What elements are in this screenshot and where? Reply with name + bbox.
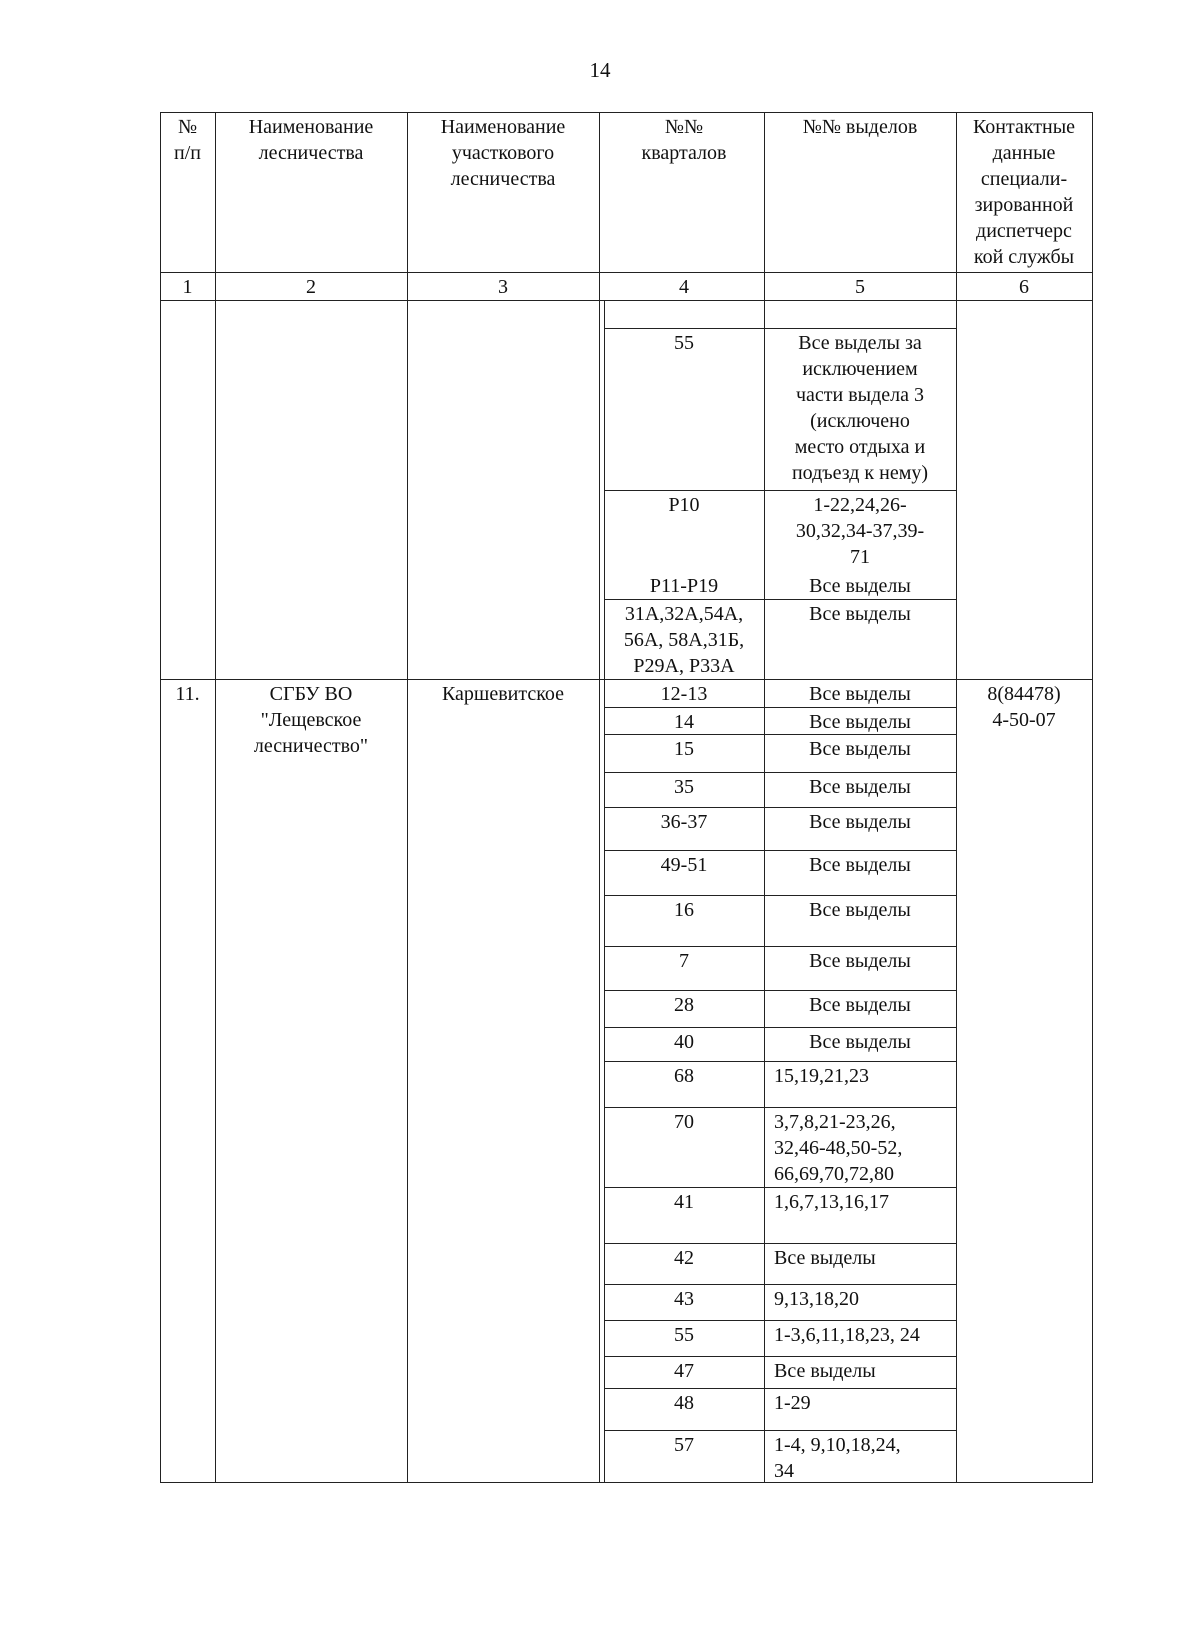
page-number: 14 xyxy=(589,58,611,82)
quarter-cell: 48 xyxy=(674,1392,694,1414)
plots-cell: Все выделы xyxy=(809,994,911,1016)
plots-cell: 1,6,7,13,16,17 xyxy=(774,1191,889,1213)
header-forestry: Наименование лесничества xyxy=(248,116,374,164)
header-district: Наименование участкового лесничества xyxy=(440,116,566,190)
entry-contact: 8(84478) 4-50-07 xyxy=(987,683,1061,731)
plots-cell: 1-3,6,11,18,23, 24 xyxy=(774,1324,920,1346)
quarter-cell: 42 xyxy=(674,1247,694,1269)
quarter-cell: 70 xyxy=(674,1111,694,1133)
quarter-cell: 57 xyxy=(674,1434,694,1456)
header-quarters: №№ кварталов xyxy=(641,116,727,164)
plots-cell: Все выделы xyxy=(809,1031,911,1053)
plots-cell: Все выделы xyxy=(809,738,911,760)
quarter-cell: Р10 xyxy=(668,494,700,516)
quarter-cell: 7 xyxy=(679,950,689,972)
quarter-cell: 43 xyxy=(674,1288,694,1310)
column-number: 5 xyxy=(855,276,865,298)
quarter-cell: 36-37 xyxy=(660,811,708,833)
quarter-cell: 14 xyxy=(674,711,694,733)
quarter-cell: 15 xyxy=(674,738,694,760)
column-number: 3 xyxy=(498,276,508,298)
entry-forestry: СГБУ ВО "Лещевское лесничество" xyxy=(253,683,369,757)
plots-cell: Все выделы xyxy=(809,811,911,833)
plots-cell: 3,7,8,21-23,26, 32,46-48,50-52, 66,69,70,72,80 xyxy=(774,1111,903,1185)
plots-cell: Все выделы xyxy=(809,711,911,733)
header-number: № п/п xyxy=(174,116,201,164)
quarter-cell: 55 xyxy=(674,332,694,354)
plots-cell: 9,13,18,20 xyxy=(774,1288,859,1310)
quarter-cell: 12-13 xyxy=(660,683,708,705)
column-number: 4 xyxy=(679,276,689,298)
plots-cell: Все выделы xyxy=(809,776,911,798)
header-contact: Контактные данные специали- зированной диспетчерс кой службы xyxy=(972,116,1076,268)
quarter-cell: 68 xyxy=(674,1065,694,1087)
quarter-cell: 35 xyxy=(674,776,694,798)
column-number: 6 xyxy=(1019,276,1029,298)
plots-cell: 1-22,24,26- 30,32,34-37,39- 71 xyxy=(795,494,925,568)
quarter-cell: 47 xyxy=(674,1360,694,1382)
quarter-cell: 16 xyxy=(674,899,694,921)
column-number: 2 xyxy=(306,276,316,298)
plots-cell: Все выделы xyxy=(809,899,911,921)
plots-cell: Все выделы xyxy=(809,854,911,876)
plots-cell: Все выделы xyxy=(809,683,911,705)
plots-cell: Все выделы xyxy=(774,1247,876,1269)
plots-cell: Все выделы xyxy=(809,575,911,597)
plots-cell: Все выделы за исключением части выдела 3 (исключено место отдыха и подъезд к нему) xyxy=(791,332,929,484)
plots-cell: 1-4, 9,10,18,24, 34 xyxy=(774,1434,901,1482)
quarter-cell: 28 xyxy=(674,994,694,1016)
plots-cell: Все выделы xyxy=(809,603,911,625)
quarter-cell: 55 xyxy=(674,1324,694,1346)
quarter-cell: Р11-Р19 xyxy=(649,575,719,597)
header-plots: №№ выделов xyxy=(802,116,918,138)
quarter-cell: 40 xyxy=(674,1031,694,1053)
plots-cell: 1-29 xyxy=(774,1392,811,1414)
entry-number: 11. xyxy=(175,683,200,705)
plots-cell: Все выделы xyxy=(774,1360,876,1382)
quarter-cell: 41 xyxy=(674,1191,694,1213)
column-number: 1 xyxy=(182,276,193,298)
plots-cell: Все выделы xyxy=(809,950,911,972)
entry-district: Каршевитское xyxy=(441,683,565,705)
quarter-cell: 31А,32А,54А, 56А, 58А,31Б, Р29А, Р33А xyxy=(623,603,745,677)
plots-cell: 15,19,21,23 xyxy=(774,1065,869,1087)
quarter-cell: 49-51 xyxy=(660,854,708,876)
